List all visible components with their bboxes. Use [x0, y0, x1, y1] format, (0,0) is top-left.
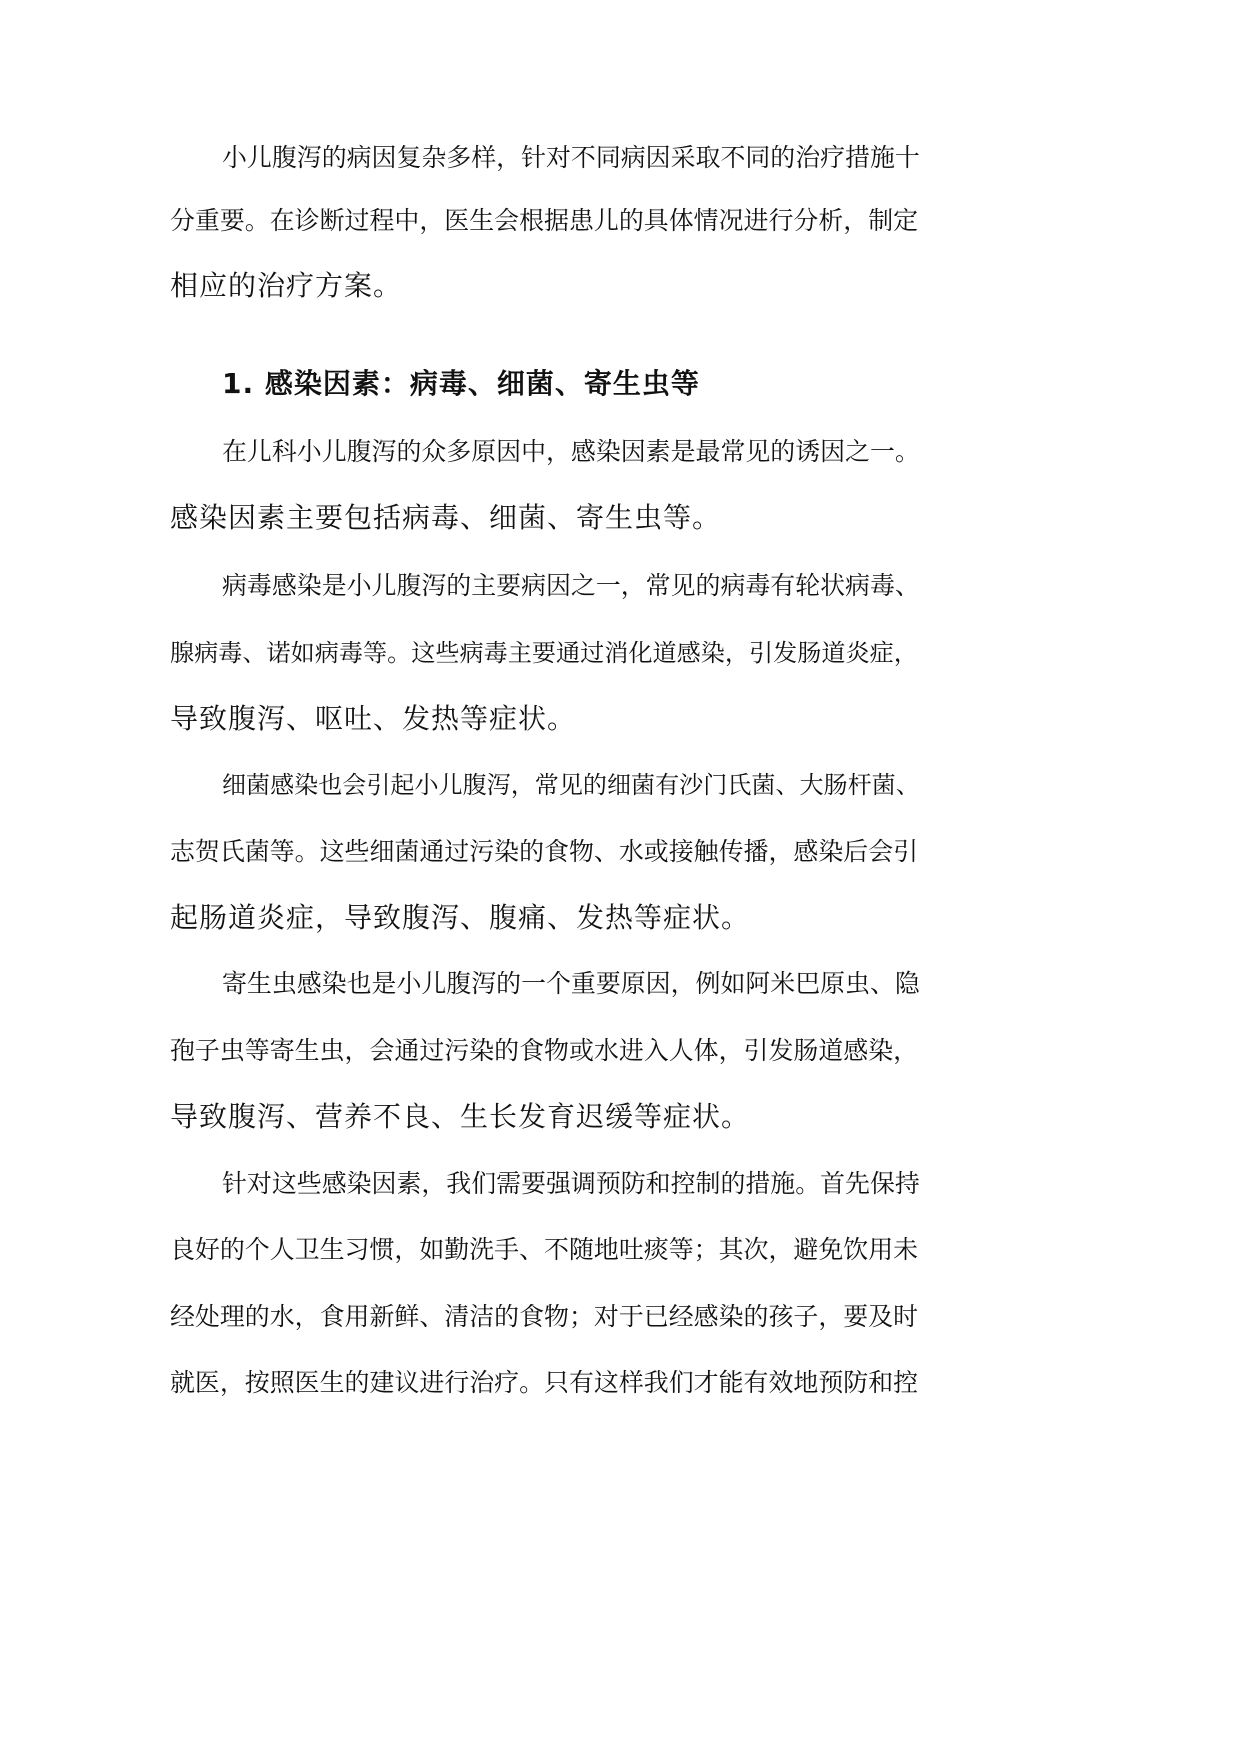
paragraph-3-line-2: 腺病毒、诺如病毒等。这些病毒主要通过消化道感染，引发肠道炎症， [170, 639, 918, 667]
paragraph-1-line-3: 相应的治疗方案。 [170, 269, 403, 302]
paragraph-2-line-1: 在儿科小儿腹泻的众多原因中，感染因素是最常见的诱因之一。 [222, 437, 920, 466]
paragraph-1-line-2: 分重要。在诊断过程中，医生会根据患儿的具体情况进行分析，制定 [170, 206, 919, 235]
section-heading: 1. 感染因素：病毒、细菌、寄生虫等 [222, 367, 700, 400]
paragraph-2-line-2: 感染因素主要包括病毒、细菌、寄生虫等。 [170, 501, 722, 534]
paragraph-4-line-2: 志贺氏菌等。这些细菌通过污染的食物、水或接触传播，感染后会引 [170, 837, 919, 866]
paragraph-6-line-4: 就医，按照医生的建议进行治疗。只有这样我们才能有效地预防和控 [170, 1368, 919, 1397]
paragraph-3-line-1: 病毒感染是小儿腹泻的主要病因之一，常见的病毒有轮状病毒、 [222, 571, 920, 600]
paragraph-5-line-1: 寄生虫感染也是小儿腹泻的一个重要原因，例如阿米巴原虫、隐 [222, 969, 920, 998]
paragraph-4-line-3: 起肠道炎症，导致腹泻、腹痛、发热等症状。 [170, 901, 751, 934]
paragraph-6-line-1: 针对这些感染因素，我们需要强调预防和控制的措施。首先保持 [222, 1169, 920, 1198]
paragraph-6-line-2: 良好的个人卫生习惯，如勤洗手、不随地吐痰等；其次，避免饮用未 [170, 1235, 919, 1264]
paragraph-6-line-3: 经处理的水，食用新鲜、清洁的食物；对于已经感染的孩子，要及时 [170, 1302, 919, 1331]
paragraph-5-line-3: 导致腹泻、营养不良、生长发育迟缓等症状。 [170, 1100, 751, 1133]
paragraph-5-line-2: 孢子虫等寄生虫，会通过污染的食物或水进入人体，引发肠道感染， [170, 1036, 919, 1065]
paragraph-1-line-1: 小儿腹泻的病因复杂多样，针对不同病因采取不同的治疗措施十 [222, 143, 920, 172]
paragraph-3-line-3: 导致腹泻、呕吐、发热等症状。 [170, 702, 577, 735]
paragraph-4-line-1: 细菌感染也会引起小儿腹泻，常见的细菌有沙门氏菌、大肠杆菌、 [222, 771, 920, 799]
